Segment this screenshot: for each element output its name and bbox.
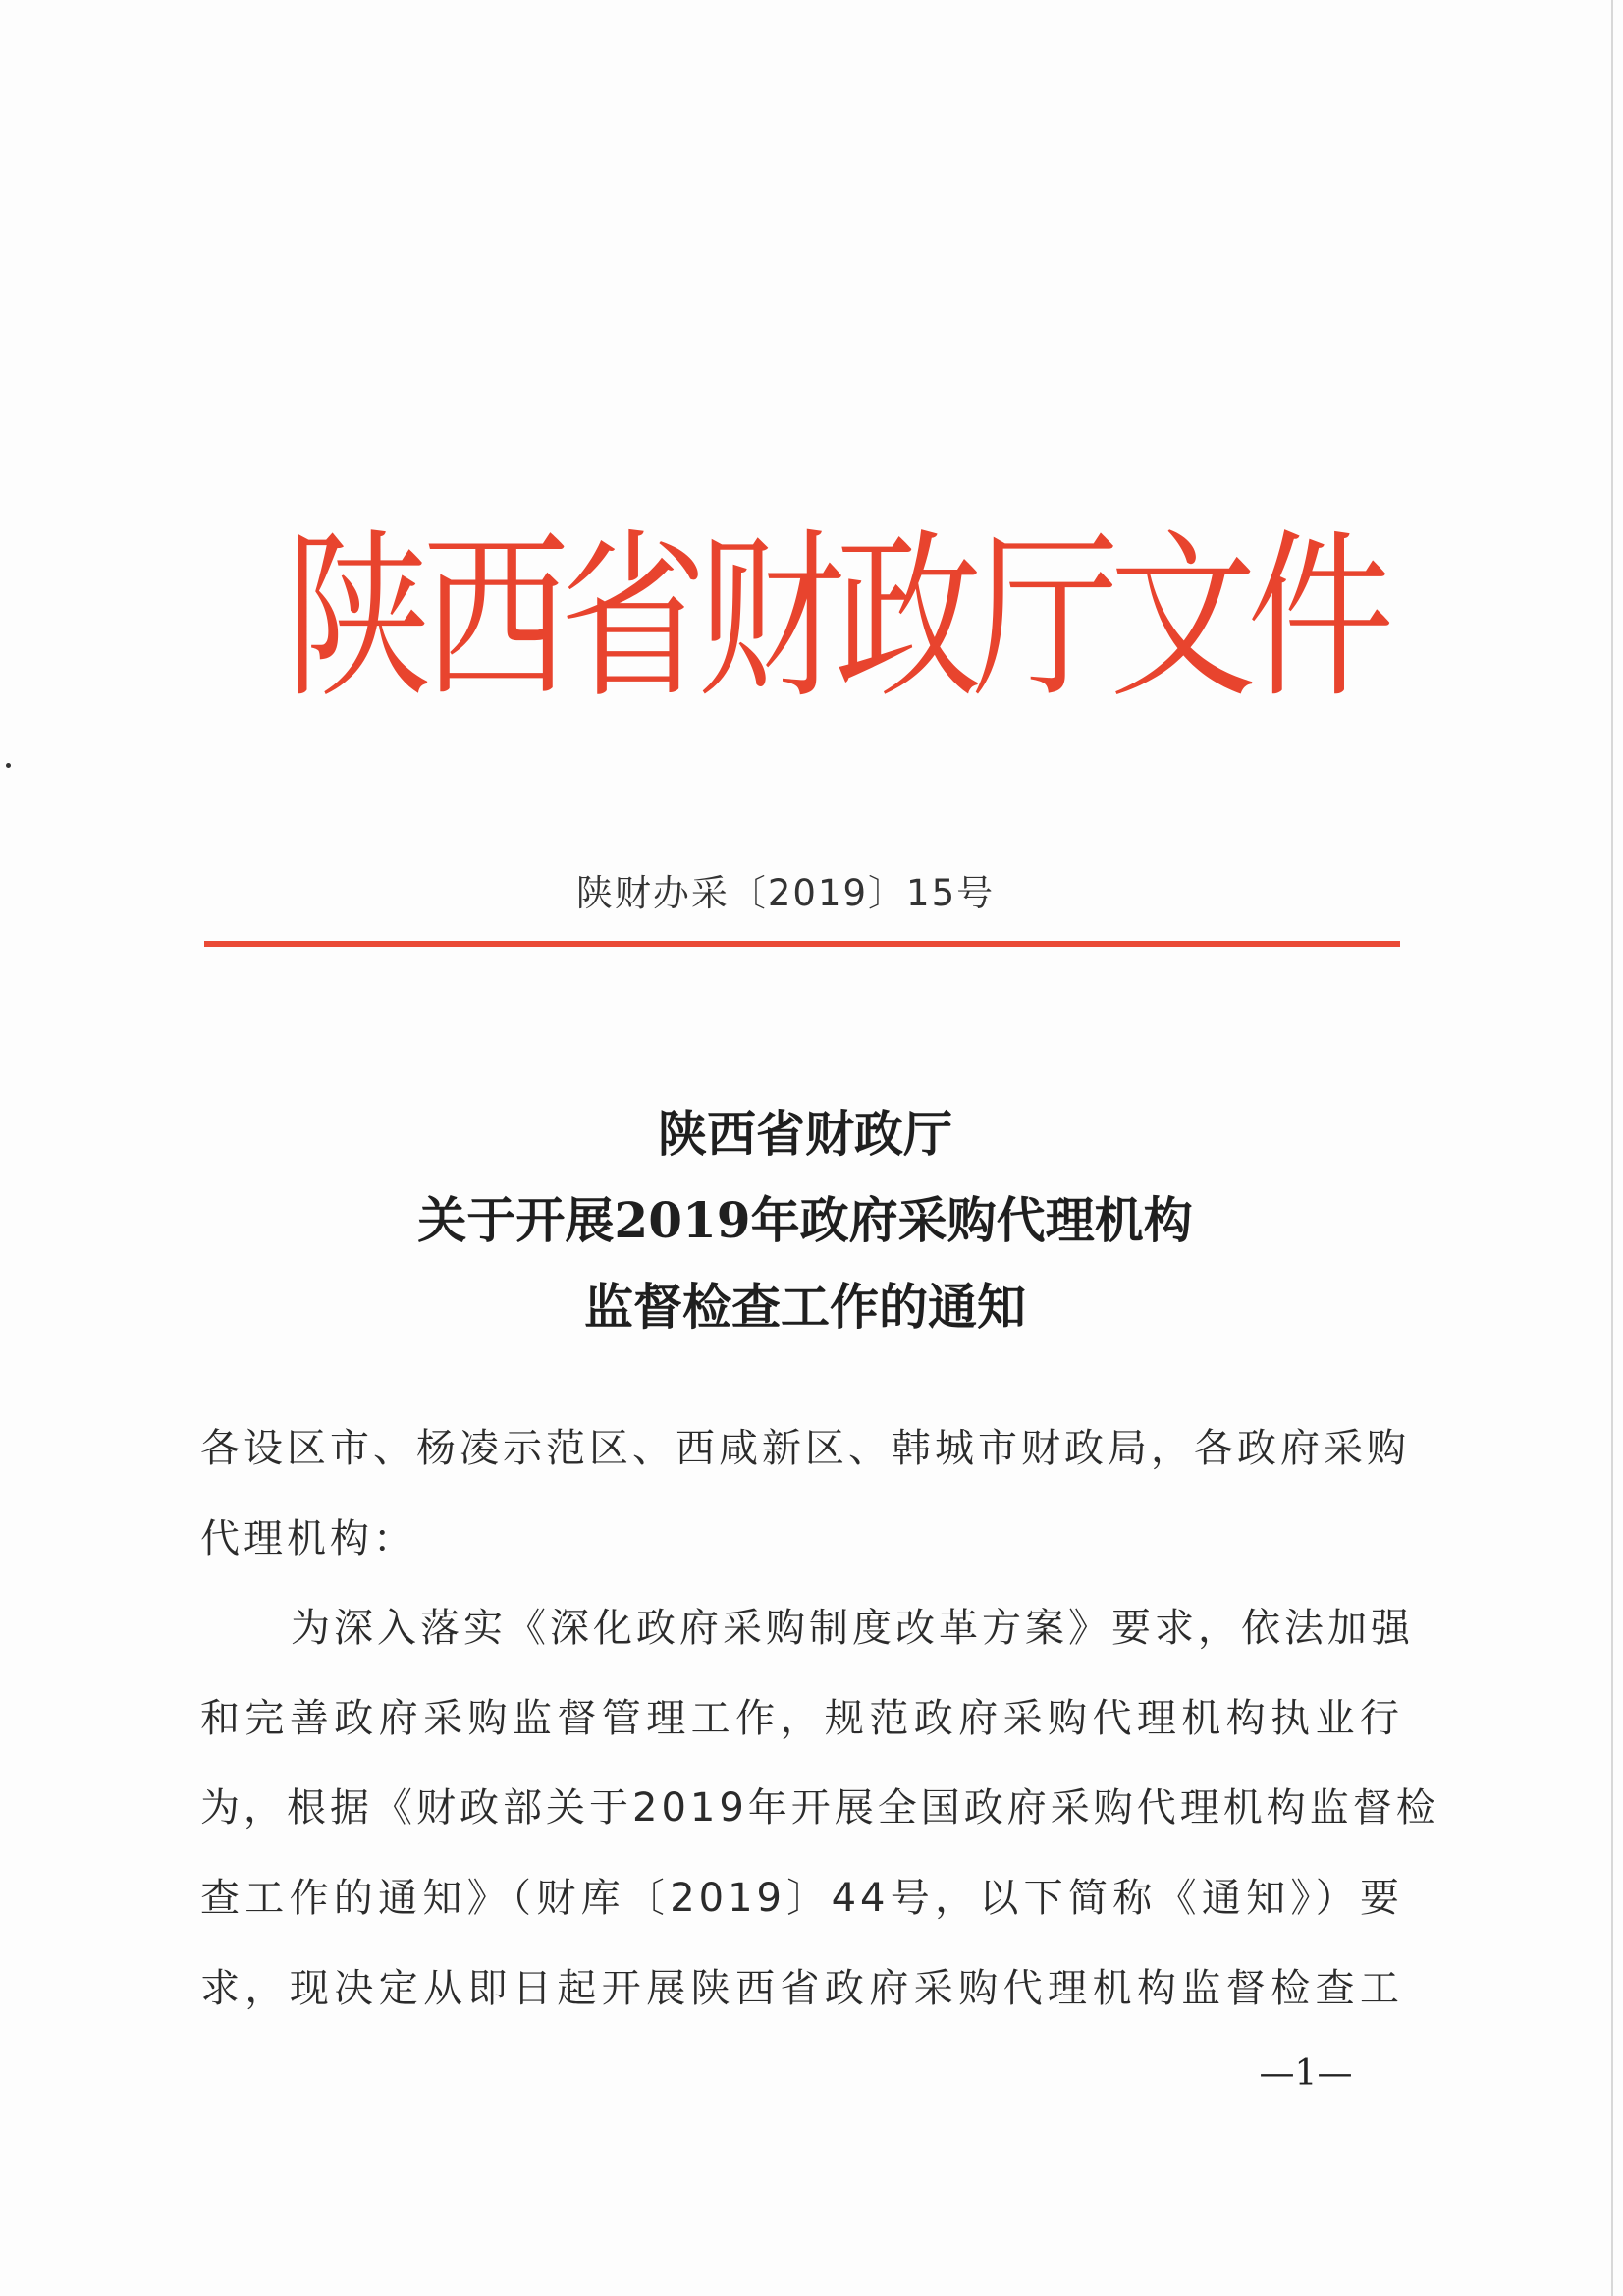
body-line: 代理机构： — [200, 1516, 416, 1561]
document-masthead: 陕西省财政厅文件 — [285, 514, 1385, 724]
document-number: 陕财办采〔2019〕15号 — [575, 872, 996, 914]
page-number: —1— — [1259, 2053, 1353, 2094]
scan-speck — [6, 763, 11, 768]
title-line-3: 监督检查工作的通知 — [584, 1278, 1026, 1336]
title-line-1: 陕西省财政厅 — [658, 1105, 952, 1163]
body-line: 为，根据《财政部关于2019年开展全国政府采购代理机构监督检 — [200, 1785, 1439, 1831]
title-line-2: 关于开展2019年政府采购代理机构 — [417, 1191, 1193, 1249]
body-line: 和完善政府采购监督管理工作，规范政府采购代理机构执业行 — [200, 1696, 1403, 1741]
body-line: 查工作的通知》（财库〔2019〕44号，以下简称《通知》）要 — [200, 1876, 1403, 1921]
red-separator-line — [204, 941, 1400, 947]
body-line: 求，现决定从即日起开展陕西省政府采购代理机构监督检查工 — [200, 1966, 1403, 2011]
body-line: 为深入落实《深化政府采购制度改革方案》要求，依法加强 — [291, 1606, 1414, 1651]
scan-edge — [1611, 0, 1613, 2296]
body-line: 各设区市、杨凌示范区、西咸新区、韩城市财政局，各政府采购 — [200, 1426, 1410, 1471]
